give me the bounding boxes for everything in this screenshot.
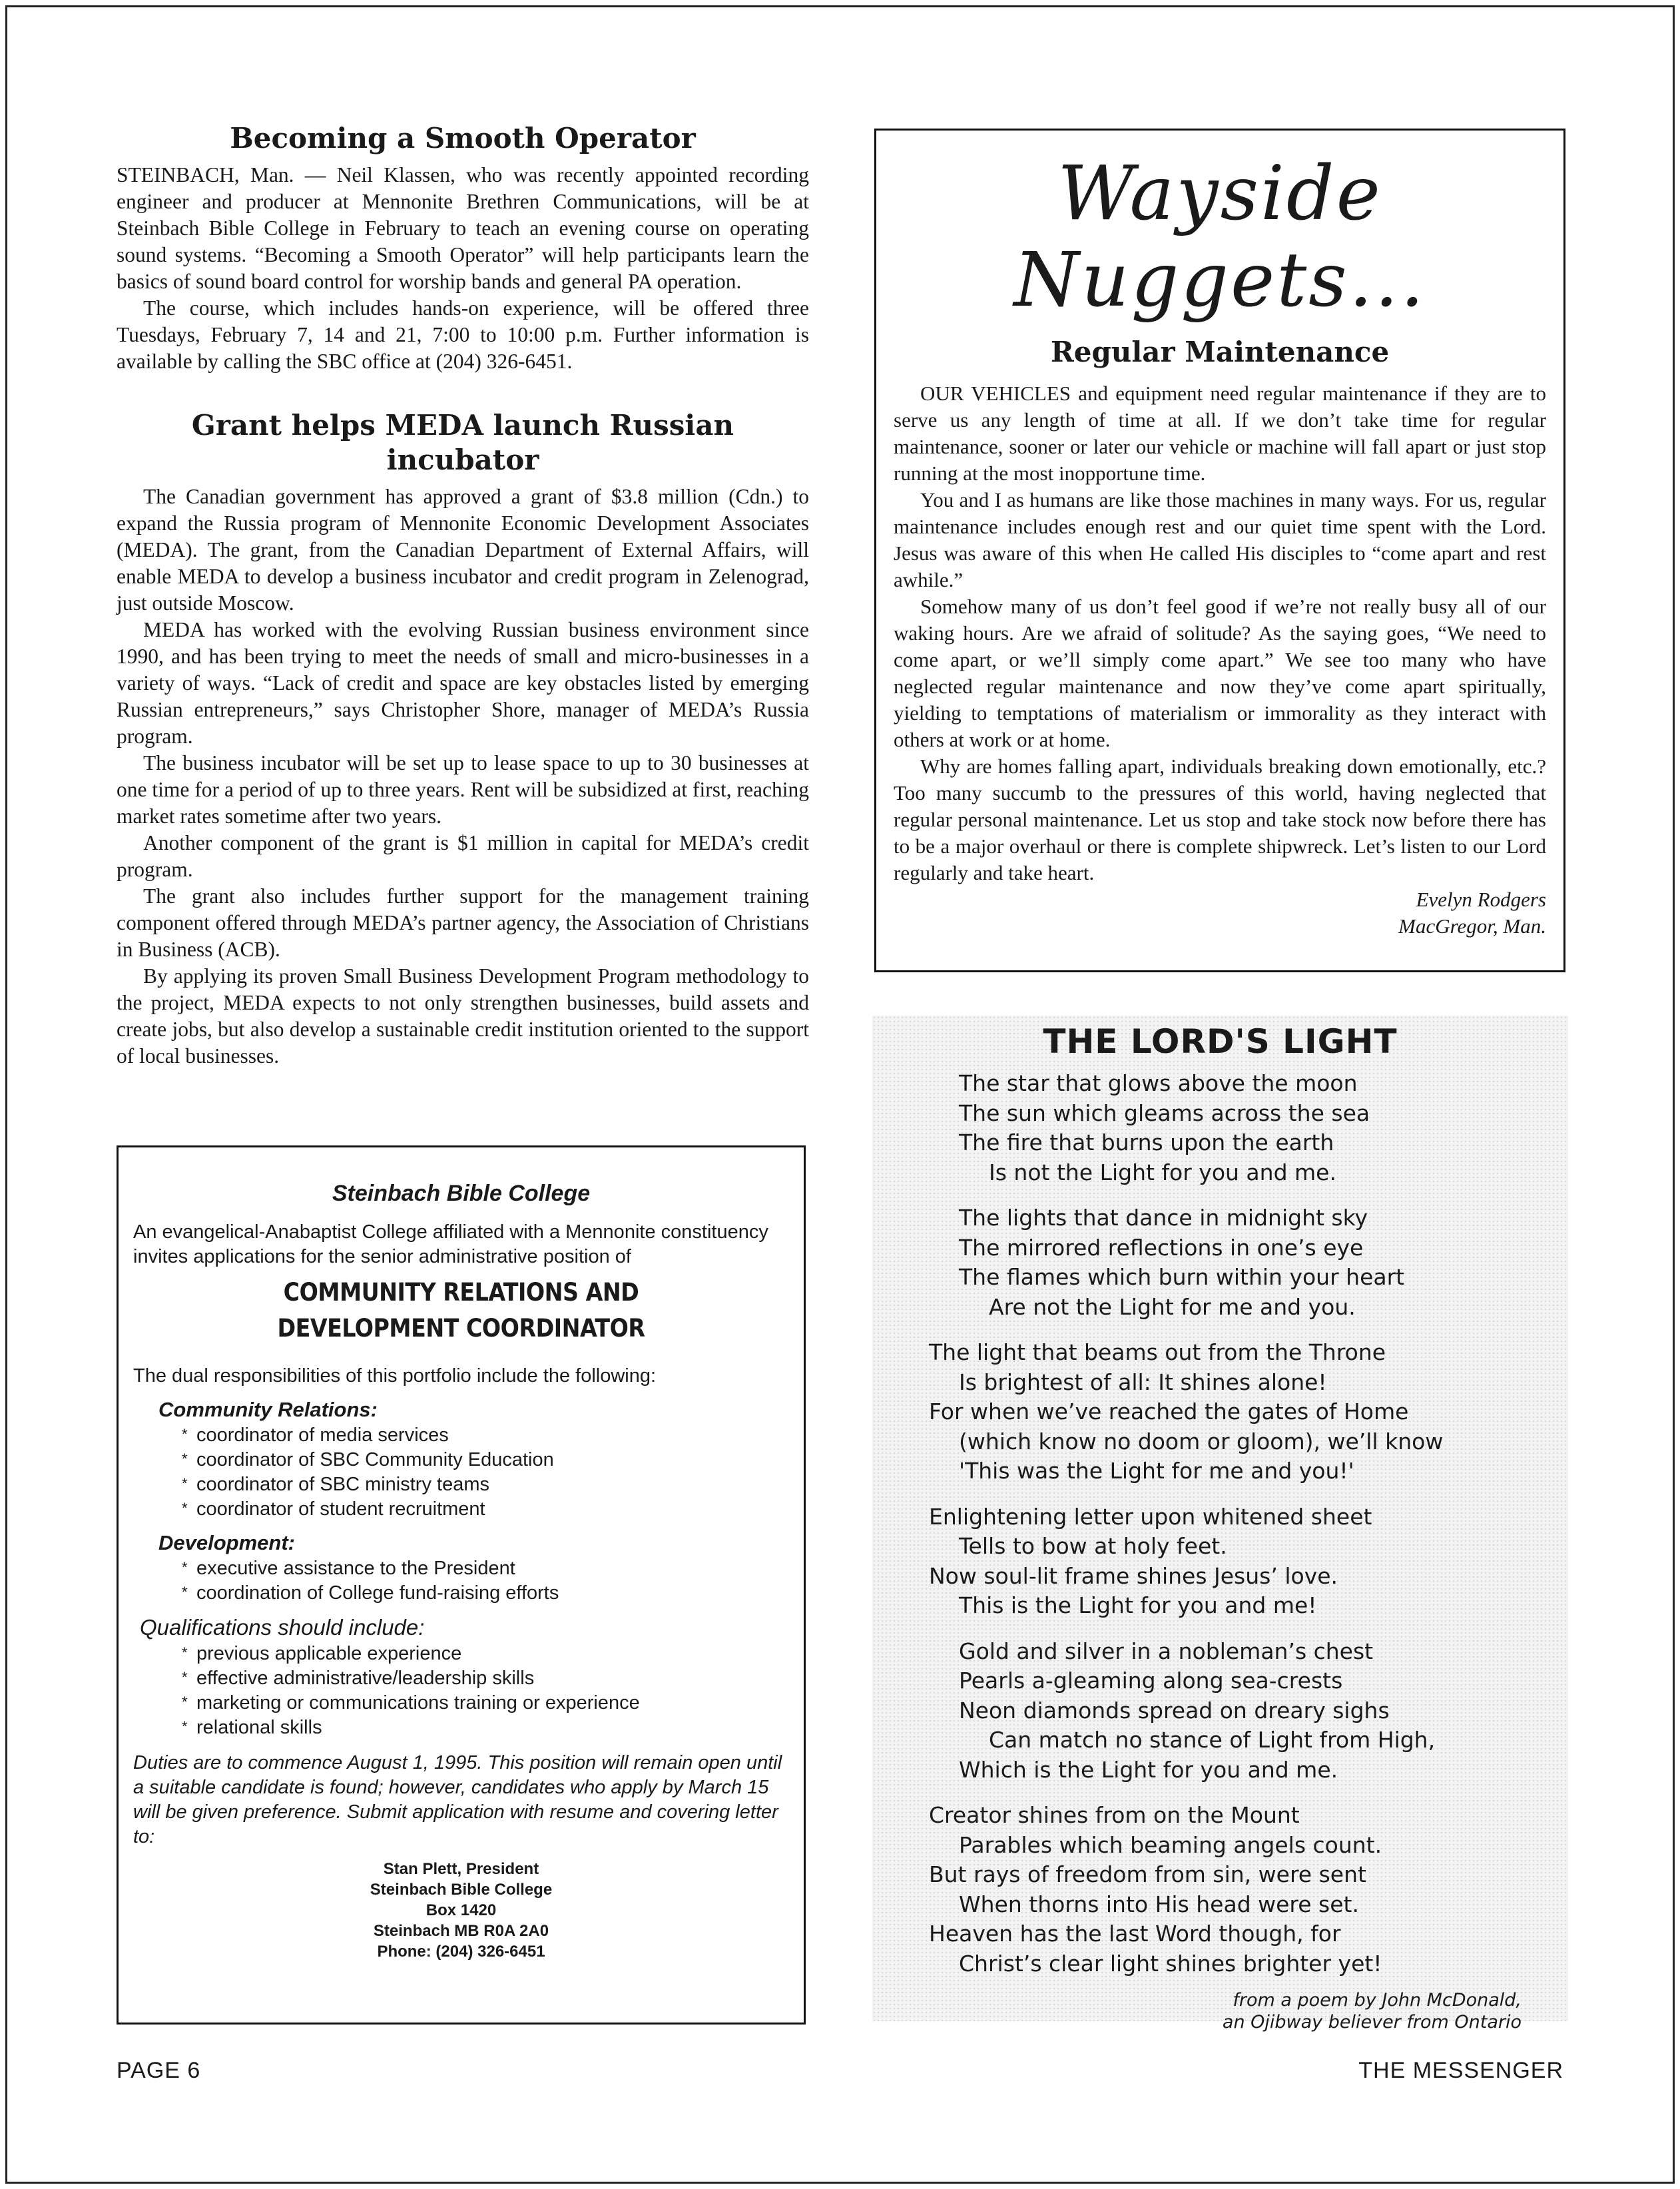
job-advertisement [117, 1145, 806, 2025]
article-paragraph: The grant also includes further support for the management training component offered through MEDA’s partner agency, the Association of Christians in Business (ACB). [117, 884, 809, 961]
ad-qualifications-heading: Qualifications should include: [140, 1615, 425, 1640]
ad-qualifications-list [133, 1642, 789, 1740]
page-number: PAGE 6 [117, 2058, 201, 2083]
list-item: * executive assistance to the President [196, 1556, 789, 1581]
poem-line: Neon diamonds spread on dreary sighs [959, 1697, 1390, 1723]
poem-line: The light that beams out from the Throne [929, 1339, 1386, 1365]
poem-box [872, 1016, 1568, 2033]
poem-line: The flames which burn within your heart [959, 1264, 1405, 1290]
wayside-nuggets-box [874, 129, 1565, 972]
wayside-author: Evelyn Rodgers [1416, 888, 1546, 911]
poem-line: (which know no doom or gloom), we’ll know [959, 1428, 1444, 1454]
list-item: * coordinator of student recruitment [196, 1497, 789, 1522]
poem-title: THE LORD'S LIGHT [1043, 1022, 1398, 1061]
poem-line: But rays of freedom from sin, were sent [929, 1861, 1366, 1887]
poem-line: Now soul-lit frame shines Jesus’ love. [929, 1562, 1338, 1589]
list-item: * effective administrative/leadership skills [196, 1666, 789, 1691]
ad-community-heading: Community Relations: [158, 1398, 378, 1421]
wayside-logo: Wayside Nuggets... [1013, 151, 1426, 324]
article-headline: Becoming a Smooth Operator [230, 122, 696, 155]
wayside-location: MacGregor, Man. [1398, 914, 1546, 938]
article-paragraph: The course, which includes hands-on experience, will be offered three Tuesdays, February 7, 14 and 21, 7:00 to 10:00 p.m. Further information is available by calling the SBC office at (204) 326-6451. [117, 296, 809, 373]
list-item: * relational skills [196, 1716, 789, 1740]
poem-line: Tells to bow at holy feet. [959, 1533, 1227, 1559]
ad-position-title [133, 1275, 789, 1347]
wayside-paragraph: Why are homes falling apart, individuals breaking down emotionally, etc.? Too many succumb to the pressures of this world, having neglected that regular personal maintenance. Let us stop and take stock now before there has to be a major overhaul or there is complete shipwreck. Let’s listen to our Lord regularly and take heart. [894, 755, 1546, 884]
poem-line: Are not the Light for me and you. [989, 1293, 1356, 1320]
list-item: * coordinator of media services [196, 1423, 789, 1448]
list-item: * marketing or communications training or experience [196, 1691, 789, 1716]
contact-line: Stan Plett, President [383, 1860, 539, 1878]
poem-stanza [872, 1203, 1568, 1322]
article-paragraph: The Canadian government has approved a grant of $3.8 million (Cdn.) to expand the Russia program of Mennonite Economic Development Associates (MEDA). The grant, from the Canadian Department of External Affairs, will enable MEDA to develop a business incubator and credit program in Zelenograd, just outside Moscow. [117, 484, 809, 615]
poem-stanza [872, 1637, 1568, 1785]
poem-line: Creator shines from on the Mount [929, 1802, 1300, 1828]
ad-development-heading: Development: [158, 1531, 295, 1554]
poem-line: Can match no stance of Light from High, [989, 1727, 1436, 1753]
wayside-paragraph: OUR VEHICLES and equipment need regular maintenance if they are to serve us any length of time at all. If we don’t take time for regular maintenance, sooner or later our vehicle or machine will fall apart or just stop running at the most inopportune time. [894, 382, 1546, 485]
list-item: * coordination of College fund-raising efforts [196, 1581, 789, 1606]
poem-line: This is the Light for you and me! [959, 1592, 1317, 1618]
poem-line: The fire that burns upon the earth [959, 1129, 1334, 1155]
contact-line: Phone: (204) 326-6451 [377, 1943, 545, 1961]
poem-line: When thorns into His head were set. [959, 1891, 1359, 1917]
poem-line: Parables which beaming angels count. [959, 1831, 1382, 1858]
wayside-subtitle: Regular Maintenance [1050, 336, 1390, 368]
left-column [117, 113, 809, 1070]
poem-line: 'This was the Light for me and you!' [959, 1458, 1354, 1484]
poem-line: Heaven has the last Word though, for [929, 1921, 1341, 1947]
poem-credit [872, 1989, 1568, 2033]
ad-position-line: COMMUNITY RELATIONS AND [283, 1278, 639, 1307]
ad-duties: Duties are to commence August 1, 1995. This position will remain open until a suitable candidate is found; however, candidates who apply by March 15 will be given preference. Submit application with resume and covering letter to: [133, 1752, 782, 1847]
poem-line: The sun which gleams across the sea [959, 1099, 1370, 1126]
article-paragraph: The business incubator will be set up to lease space to up to 30 businesses at one time for a period of up to three years. Rent will be subsidized at first, reaching market rates sometime after two years. [117, 751, 809, 828]
poem-line: Gold and silver in a nobleman’s chest [959, 1638, 1374, 1664]
poem-line: Is not the Light for you and me. [989, 1159, 1336, 1185]
poem-stanza [872, 1069, 1568, 1187]
contact-line: Steinbach MB R0A 2A0 [373, 1922, 549, 1940]
contact-line: Steinbach Bible College [370, 1881, 553, 1899]
article-paragraph: Another component of the grant is $1 million in capital for MEDA’s credit program. [117, 830, 809, 881]
wayside-paragraph: You and I as humans are like those machines in many ways. For us, regular maintenance includes enough rest and our quiet time spent with the Lord. Jesus was aware of this when He called His disciples to “come apart and rest awhile.” [894, 488, 1546, 591]
article-meda-grant [117, 408, 809, 1070]
article-paragraph: MEDA has worked with the evolving Russian business environment since 1990, and has been trying to meet the needs of small and micro-businesses in a variety of ways. “Lack of credit and space are key obstacles listed by emerging Russian entrepreneurs,” says Christopher Shore, manager of MEDA’s Russia program. [117, 617, 809, 748]
ad-title: Steinbach Bible College [332, 1181, 591, 1206]
article-paragraph: STEINBACH, Man. — Neil Klassen, who was recently appointed recording engineer and producer at Mennonite Brethren Communications, will be at Steinbach Bible College in February to teach an evening course on operating sound systems. “Becoming a Smooth Operator” will help participants learn the basics of sound board control for worship bands and general PA operation. [117, 162, 809, 293]
poem-credit-line: from a poem by John McDonald, [1233, 1990, 1522, 2011]
ad-contact-block [133, 1859, 789, 1962]
publication-name: THE MESSENGER [1358, 2058, 1563, 2083]
poem-line: Is brightest of all: It shines alone! [959, 1369, 1327, 1395]
wayside-paragraph: Somehow many of us don’t feel good if we’re not really busy all of our waking hours. Are we afraid of solitude? As the saying goes, “We need to come apart, or we’ll simply come apart.” We see too many who have neglected regular maintenance and now they’ve come apart spiritually, yielding to temptations of materialism or immorality as they interact with others at work or at home. [894, 595, 1546, 751]
article-headline: Grant helps MEDA launch Russian incubator [191, 408, 734, 476]
poem-line: The star that glows above the moon [959, 1070, 1358, 1096]
list-item: * previous applicable experience [196, 1642, 789, 1666]
poem-line: Enlightening letter upon whitened sheet [929, 1503, 1372, 1530]
contact-line: Box 1420 [425, 1901, 497, 1919]
ad-community-list [133, 1423, 789, 1522]
poem-line: Christ’s clear light shines brighter yet! [959, 1950, 1382, 1977]
list-item: * coordinator of SBC ministry teams [196, 1472, 789, 1497]
poem-stanza [872, 1801, 1568, 1979]
poem-line: The lights that dance in midnight sky [959, 1205, 1368, 1231]
poem-credit-line: an Ojibway believer from Ontario [1222, 2012, 1522, 2033]
ad-dual-responsibilities: The dual responsibilities of this portfolio include the following: [133, 1365, 657, 1387]
poem-line: For when we’ve reached the gates of Home [929, 1399, 1409, 1424]
ad-intro: An evangelical-Anabaptist College affiliated with a Mennonite constituency invites applications for the senior administrative position of [133, 1221, 768, 1267]
ad-position-line: DEVELOPMENT COORDINATOR [277, 1314, 645, 1343]
poem-line: The mirrored reflections in one’s eye [959, 1234, 1364, 1261]
list-item: * coordinator of SBC Community Education [196, 1448, 789, 1472]
article-smooth-operator [117, 121, 809, 375]
article-paragraph: By applying its proven Small Business Development Program methodology to the project, MEDA expects to not only strengthen businesses, build assets and create jobs, but also develop a sustainable credit institution oriented to the support of local businesses. [117, 964, 809, 1068]
poem-stanza [872, 1502, 1568, 1621]
poem-line: Pearls a-gleaming along sea-crests [959, 1668, 1343, 1694]
poem-line: Which is the Light for you and me. [959, 1756, 1338, 1783]
poem-body [872, 1069, 1568, 1979]
ad-development-list [133, 1556, 789, 1606]
poem-stanza [872, 1338, 1568, 1486]
